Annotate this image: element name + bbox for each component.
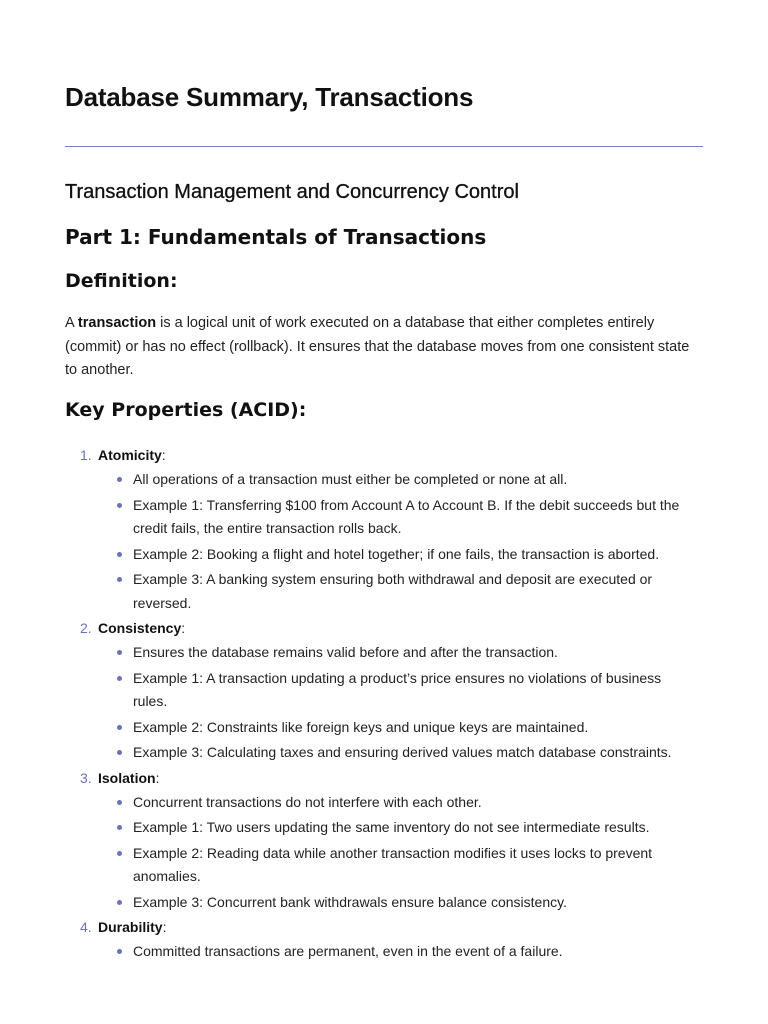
list-item-text: All operations of a transaction must either be completed or none at all. xyxy=(133,471,568,487)
bullet-icon xyxy=(117,750,122,755)
list-item xyxy=(65,494,703,541)
property-details-list xyxy=(65,641,703,765)
list-item-text: Example 1: A transaction updating a product’s price ensures no violations of business rules. xyxy=(133,669,662,709)
property-header xyxy=(65,617,703,639)
list-item-text: Example 3: Concurrent bank withdrawals ensure balance consistency. xyxy=(133,893,567,910)
list-item xyxy=(65,940,703,964)
property-suffix: : xyxy=(181,620,186,636)
list-item xyxy=(65,641,703,665)
list-item xyxy=(65,568,703,615)
list-item-text: Example 1: Two users updating the same inventory do not see intermediate results. xyxy=(133,819,650,835)
bullet-icon xyxy=(117,725,122,730)
property-name: Atomicity xyxy=(98,447,162,463)
property-suffix: : xyxy=(162,919,167,935)
acid-heading: Key Properties (ACID): xyxy=(65,399,307,421)
property-suffix: : xyxy=(155,769,160,786)
property-header xyxy=(65,916,703,938)
page-title: Database Summary, Transactions xyxy=(65,82,474,112)
list-item-text: Ensures the database remains valid before and after the transaction. xyxy=(133,644,558,660)
property-number: 4. xyxy=(80,919,92,935)
list-item xyxy=(65,791,703,815)
property-item xyxy=(65,617,703,765)
property-item xyxy=(65,444,703,615)
property-name: Isolation xyxy=(98,769,156,786)
list-item xyxy=(65,716,703,740)
list-item-text: Example 2: Booking a flight and hotel together; if one fails, the transaction is aborted. xyxy=(133,545,660,562)
property-details-list xyxy=(65,468,703,615)
property-header xyxy=(65,767,703,789)
definition-paragraph xyxy=(65,312,703,383)
list-item xyxy=(65,891,703,915)
list-item xyxy=(65,842,703,889)
property-header xyxy=(65,444,703,466)
bullet-icon xyxy=(117,851,122,856)
list-item-text: Example 3: Calculating taxes and ensuring derived values match database constraints. xyxy=(133,744,672,760)
definition-lead: A xyxy=(65,315,78,331)
list-item xyxy=(65,468,703,492)
title-divider xyxy=(65,146,703,147)
list-item-text: Example 2: Constraints like foreign keys and unique keys are maintained. xyxy=(133,718,589,735)
list-item xyxy=(65,741,703,765)
property-name: Durability xyxy=(98,919,163,935)
bullet-icon xyxy=(117,900,122,905)
bullet-icon xyxy=(117,676,122,681)
acid-properties-list xyxy=(65,444,703,966)
section-heading: Transaction Management and Concurrency Control xyxy=(65,181,519,203)
definition-term: transaction xyxy=(77,315,157,331)
bullet-icon xyxy=(117,800,122,805)
property-number: 3. xyxy=(80,769,92,786)
bullet-icon xyxy=(117,552,122,557)
property-details-list xyxy=(65,791,703,915)
list-item-text: Example 1: Transferring $100 from Account A to Account B. If the debit succeeds but the credit fails, the entire transaction rolls back. xyxy=(133,496,680,536)
list-item-text: Concurrent transactions do not interfere with each other. xyxy=(133,793,482,810)
list-item-text: Committed transactions are permanent, even in the event of a failure. xyxy=(133,943,563,959)
property-details-list xyxy=(65,940,703,964)
property-item xyxy=(65,916,703,964)
bullet-icon xyxy=(117,503,122,508)
list-item xyxy=(65,543,703,567)
bullet-icon xyxy=(117,650,122,655)
list-item xyxy=(65,667,703,714)
list-item xyxy=(65,816,703,840)
property-item xyxy=(65,767,703,915)
list-item-text: Example 2: Reading data while another transaction modifies it uses locks to prevent anomalies. xyxy=(133,844,653,884)
list-item-text: Example 3: A banking system ensuring both withdrawal and deposit are executed or reversed. xyxy=(133,571,653,611)
bullet-icon xyxy=(117,825,122,830)
definition-text: is a logical unit of work executed on a database that either completes entirely (commit) or has no effect (rollback). It ensures that the database moves from one consistent state to another. xyxy=(65,315,690,378)
bullet-icon xyxy=(117,949,122,954)
bullet-icon xyxy=(117,477,122,482)
property-number: 2. xyxy=(80,620,92,636)
property-number: 1. xyxy=(80,447,92,463)
definition-heading: Definition: xyxy=(65,270,178,292)
property-suffix: : xyxy=(161,447,166,463)
part-heading: Part 1: Fundamentals of Transactions xyxy=(65,225,487,249)
bullet-icon xyxy=(117,577,122,582)
property-name: Consistency xyxy=(98,620,182,636)
